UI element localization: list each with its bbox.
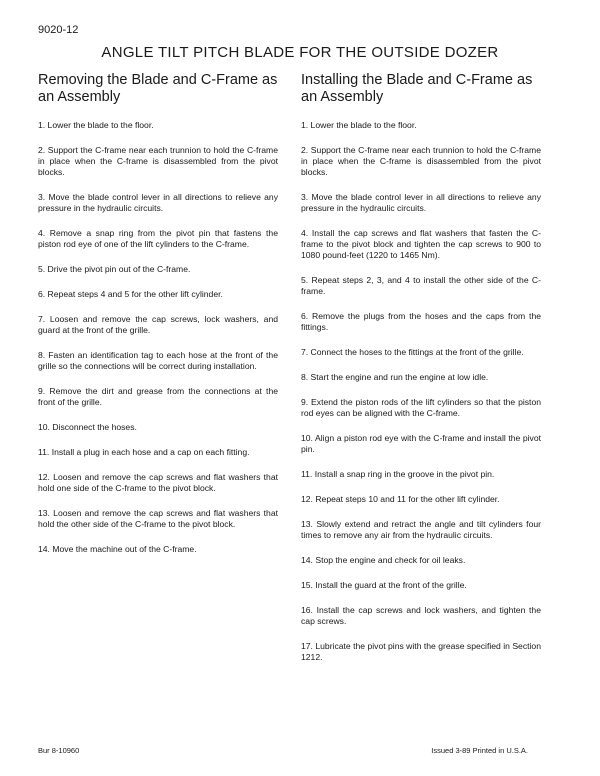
list-item: 7. Connect the hoses to the fittings at the front of the grille. [301, 347, 524, 357]
list-item: 6. Remove the plugs from the hoses and the caps from the fittings. [301, 311, 541, 332]
list-item: 6. Repeat steps 4 and 5 for the other lift cylinder. [38, 289, 223, 299]
removing-section [38, 72, 278, 569]
list-item: 10. Align a piston rod eye with the C-frame and install the pivot pin. [301, 433, 541, 454]
list-item: 11. Install a snap ring in the groove in the pivot pin. [301, 469, 495, 479]
footer-issue-info: Issued 3-89 Printed in U.S.A. [431, 746, 528, 755]
list-item: 12. Repeat steps 10 and 11 for the other lift cylinder. [301, 494, 500, 504]
list-item: 2. Support the C-frame near each trunnion to hold the C-frame in place when the C-frame is disassembled from the pivot blocks. [38, 145, 278, 177]
list-item: 9. Remove the dirt and grease from the connections at the front of the grille. [38, 386, 278, 407]
installing-heading: Installing the Blade and C-Frame as an Assembly [301, 72, 533, 105]
list-item: 12. Loosen and remove the cap screws and flat washers that hold one side of the C-frame to the pivot block. [38, 472, 278, 493]
list-item: 10. Disconnect the hoses. [38, 422, 137, 432]
removing-heading: Removing the Blade and C-Frame as an Assembly [38, 72, 278, 105]
list-item: 14. Move the machine out of the C-frame. [38, 544, 197, 554]
list-item: 16. Install the cap screws and lock washers, and tighten the cap screws. [301, 605, 541, 626]
list-item: 2. Support the C-frame near each trunnion to hold the C-frame in place when the C-frame is disassembled from the pivot blocks. [301, 145, 541, 177]
list-item: 14. Stop the engine and check for oil leaks. [301, 555, 466, 565]
list-item: 5. Drive the pivot pin out of the C-frame. [38, 264, 191, 274]
list-item: 11. Install a plug in each hose and a cap on each fitting. [38, 447, 250, 457]
page-title: ANGLE TILT PITCH BLADE FOR THE OUTSIDE DOZER [101, 44, 499, 61]
list-item: 5. Repeat steps 2, 3, and 4 to install the other side of the C-frame. [301, 275, 541, 296]
list-item: 8. Fasten an identification tag to each hose at the front of the grille so the connections will be correct during installation. [38, 350, 278, 371]
list-item: 17. Lubricate the pivot pins with the grease specified in Section 1212. [301, 641, 541, 662]
installing-steps [301, 120, 541, 663]
list-item: 13. Slowly extend and retract the angle and tilt cylinders four times to remove any air from the hydraulic circuits. [301, 519, 541, 540]
installing-section [301, 72, 541, 677]
list-item: 8. Start the engine and run the engine at low idle. [301, 372, 489, 382]
list-item: 7. Loosen and remove the cap screws, lock washers, and guard at the front of the grille. [38, 314, 278, 335]
removing-steps [38, 120, 278, 555]
list-item: 3. Move the blade control lever in all directions to relieve any pressure in the hydraulic circuits. [301, 192, 541, 213]
list-item: 4. Install the cap screws and flat washers that fasten the C-frame to the pivot block and tighten the cap screws to 900 to 1080 pound-feet (1220 to 1465 Nm). [301, 228, 541, 260]
list-item: 15. Install the guard at the front of the grille. [301, 580, 467, 590]
list-item: 1. Lower the blade to the floor. [38, 120, 154, 130]
footer-bulletin-number: Bur 8-10960 [38, 746, 80, 755]
document-number: 9020-12 [38, 24, 79, 36]
list-item: 9. Extend the piston rods of the lift cylinders so that the piston rod eyes can be aligned with the C-frame. [301, 397, 541, 418]
list-item: 4. Remove a snap ring from the pivot pin that fastens the piston rod eye of one of the lift cylinders to the C-frame. [38, 228, 278, 249]
list-item: 13. Loosen and remove the cap screws and flat washers that hold the other side of the C-frame to the pivot block. [38, 508, 278, 529]
list-item: 3. Move the blade control lever in all directions to relieve any pressure in the hydraulic circuits. [38, 192, 278, 213]
list-item: 1. Lower the blade to the floor. [301, 120, 417, 130]
